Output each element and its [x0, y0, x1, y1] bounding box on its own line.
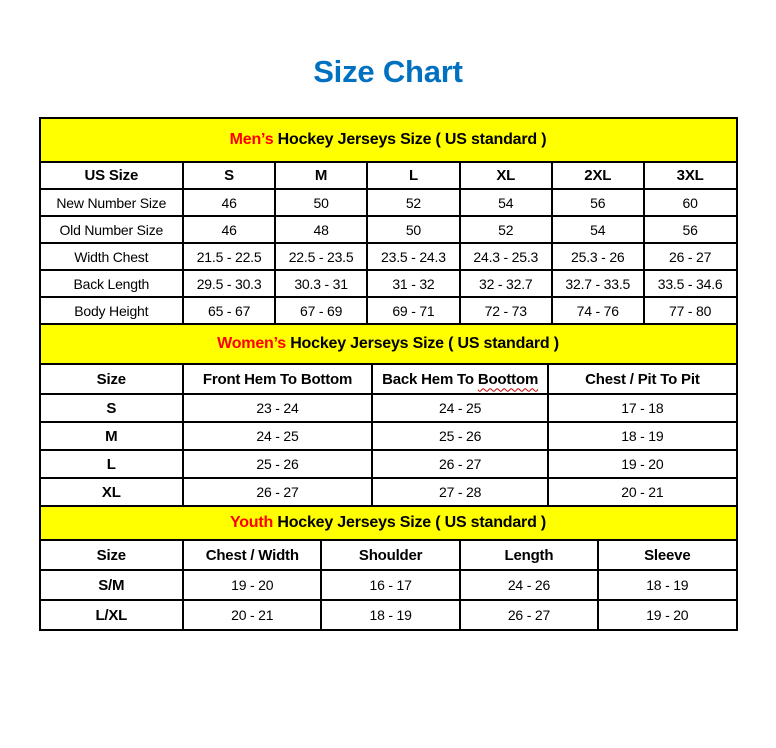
size-value: 24 - 25 — [183, 422, 372, 450]
mens-column-header: 3XL — [644, 162, 737, 189]
womens-table — [39, 363, 738, 507]
size-value: 27 - 28 — [372, 478, 548, 506]
mens-banner — [39, 117, 738, 161]
mens-header-row — [40, 162, 737, 189]
size-value: 54 — [552, 216, 644, 243]
size-value: 26 - 27 — [460, 600, 598, 630]
size-value: 23 - 24 — [183, 394, 372, 422]
size-value: 52 — [460, 216, 552, 243]
womens-row — [40, 450, 737, 478]
size-value: 32.7 - 33.5 — [552, 270, 644, 297]
size-value: 19 - 20 — [548, 450, 736, 478]
size-value: 25 - 26 — [183, 450, 372, 478]
size-value: 26 - 27 — [183, 478, 372, 506]
size-value: 52 — [367, 189, 460, 216]
youth-column-header: Sleeve — [598, 540, 736, 570]
mens-banner-text: Hockey Jerseys Size ( US standard ) — [273, 131, 547, 148]
size-value: 16 - 17 — [321, 570, 459, 600]
row-label: Width Chest — [40, 243, 184, 270]
youth-banner-highlight: Youth — [229, 514, 274, 531]
womens-row — [40, 478, 737, 506]
mens-row — [40, 243, 737, 270]
youth-column-header: Shoulder — [321, 540, 459, 570]
size-value: 50 — [275, 189, 367, 216]
womens-column-header — [372, 364, 548, 394]
youth-row — [40, 600, 737, 630]
size-value: 18 - 19 — [598, 570, 736, 600]
womens-banner-text: Hockey Jerseys Size ( US standard ) — [285, 335, 559, 352]
size-value: 72 - 73 — [460, 297, 552, 324]
size-value: 18 - 19 — [548, 422, 736, 450]
misspelled-word: Boottom — [477, 370, 539, 388]
mens-column-header: L — [367, 162, 460, 189]
youth-table — [39, 539, 738, 631]
size-value: 65 - 67 — [183, 297, 275, 324]
size-value: 19 - 20 — [598, 600, 736, 630]
mens-banner-highlight: Men’s — [229, 131, 274, 148]
mens-row — [40, 297, 737, 324]
size-value: 26 - 27 — [644, 243, 737, 270]
youth-banner-text: Hockey Jerseys Size ( US standard ) — [273, 514, 547, 531]
mens-column-header: 2XL — [552, 162, 644, 189]
page-title: Size Chart — [313, 54, 463, 89]
size-value: 26 - 27 — [372, 450, 548, 478]
size-value: 60 — [644, 189, 737, 216]
size-value: 25 - 26 — [372, 422, 548, 450]
size-value: 50 — [367, 216, 460, 243]
row-label: L — [40, 450, 184, 478]
row-label: L/XL — [40, 600, 184, 630]
size-value: 46 — [183, 189, 275, 216]
row-label: Body Height — [40, 297, 184, 324]
size-value: 54 — [460, 189, 552, 216]
size-value: 20 - 21 — [183, 600, 321, 630]
mens-row — [40, 189, 737, 216]
youth-column-header: Length — [460, 540, 598, 570]
size-value: 17 - 18 — [548, 394, 736, 422]
womens-banner-highlight: Women’s — [217, 335, 286, 352]
mens-column-header: US Size — [40, 162, 184, 189]
row-label: XL — [40, 478, 184, 506]
header-text: Back Hem To — [382, 370, 478, 388]
size-value: 31 - 32 — [367, 270, 460, 297]
youth-header-row — [40, 540, 737, 570]
row-label: S — [40, 394, 184, 422]
womens-column-header: Size — [40, 364, 184, 394]
size-value: 33.5 - 34.6 — [644, 270, 737, 297]
mens-table — [39, 161, 738, 325]
size-value: 67 - 69 — [275, 297, 367, 324]
womens-column-header: Chest / Pit To Pit — [548, 364, 736, 394]
womens-row — [40, 422, 737, 450]
womens-row — [40, 394, 737, 422]
size-value: 22.5 - 23.5 — [275, 243, 367, 270]
row-label: M — [40, 422, 184, 450]
mens-row — [40, 216, 737, 243]
size-value: 46 — [183, 216, 275, 243]
mens-column-header: XL — [460, 162, 552, 189]
row-label: New Number Size — [40, 189, 184, 216]
size-value: 25.3 - 26 — [552, 243, 644, 270]
size-value: 20 - 21 — [548, 478, 736, 506]
row-label: Back Length — [40, 270, 184, 297]
size-value: 23.5 - 24.3 — [367, 243, 460, 270]
size-value: 24 - 25 — [372, 394, 548, 422]
youth-row — [40, 570, 737, 600]
size-value: 69 - 71 — [367, 297, 460, 324]
size-value: 48 — [275, 216, 367, 243]
size-value: 29.5 - 30.3 — [183, 270, 275, 297]
row-label: Old Number Size — [40, 216, 184, 243]
size-value: 24 - 26 — [460, 570, 598, 600]
youth-column-header: Size — [40, 540, 184, 570]
size-value: 30.3 - 31 — [275, 270, 367, 297]
size-value: 19 - 20 — [183, 570, 321, 600]
size-value: 24.3 - 25.3 — [460, 243, 552, 270]
size-value: 74 - 76 — [552, 297, 644, 324]
youth-banner — [39, 507, 738, 539]
size-value: 56 — [644, 216, 737, 243]
mens-row — [40, 270, 737, 297]
mens-column-header: M — [275, 162, 367, 189]
size-value: 18 - 19 — [321, 600, 459, 630]
womens-header-row — [40, 364, 737, 394]
size-value: 77 - 80 — [644, 297, 737, 324]
youth-column-header: Chest / Width — [183, 540, 321, 570]
size-chart — [39, 117, 738, 631]
size-value: 32 - 32.7 — [460, 270, 552, 297]
womens-column-header: Front Hem To Bottom — [183, 364, 372, 394]
mens-column-header: S — [183, 162, 275, 189]
size-value: 56 — [552, 189, 644, 216]
womens-banner — [39, 325, 738, 363]
size-value: 21.5 - 22.5 — [183, 243, 275, 270]
row-label: S/M — [40, 570, 184, 600]
